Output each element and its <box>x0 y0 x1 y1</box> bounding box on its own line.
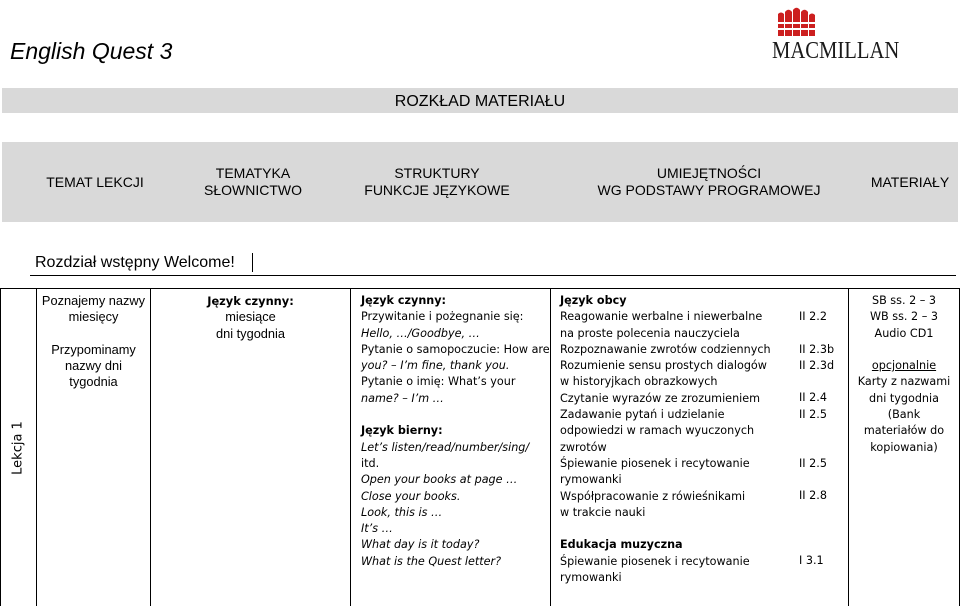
lesson-vocabulary-cell <box>151 293 350 342</box>
schedule-title: ROZKŁAD MATERIAŁU <box>394 93 566 110</box>
curriculum-code: II 2.3d <box>799 358 835 372</box>
column-header-row <box>2 142 958 222</box>
spacer <box>560 521 785 537</box>
vocabulary-item: miesiące <box>225 309 276 325</box>
header-topic-label: TEMAT LEKCJI <box>46 173 144 190</box>
skill-line: zwrotów <box>560 440 607 454</box>
curriculum-codes-cell <box>799 309 847 570</box>
curriculum-code <box>799 439 847 455</box>
optional-label: opcjonalnie <box>871 359 937 373</box>
structure-line: itd. <box>361 456 380 470</box>
curriculum-code: II 2.3b <box>799 342 835 356</box>
table-border <box>550 288 551 606</box>
skill-line: Zadawanie pytań i udzielanie <box>560 408 725 422</box>
vocabulary-heading: Język czynny: <box>207 294 294 308</box>
topic-line: Przypominamy <box>51 341 136 357</box>
skill-line: rymowanki <box>560 571 622 585</box>
skill-line: Współpracowanie z rówieśnikami <box>560 489 746 503</box>
document-title: English Quest 3 <box>10 38 173 64</box>
structure-line: Open your books at page … <box>361 473 518 487</box>
spacer <box>37 326 150 342</box>
material-line: WB ss. 2 – 3 <box>869 310 938 324</box>
structure-line: What day is it today? <box>361 538 480 552</box>
schedule-title-bar <box>2 88 958 113</box>
chapter-underline <box>30 275 956 276</box>
structure-line: Przywitanie i pożegnanie się: <box>361 310 524 324</box>
curriculum-code: II 2.4 <box>799 391 827 405</box>
topic-line: Poznajemy nazwy <box>41 293 146 308</box>
structures-passive-heading: Język bierny: <box>361 424 443 438</box>
header-skills-line-1: UMIEJĘTNOŚCI <box>656 165 762 181</box>
lesson-table <box>0 288 960 606</box>
structure-line: Look, this is … <box>361 505 443 519</box>
skill-line: w historyjkach obrazkowych <box>560 375 718 389</box>
header-structures <box>318 142 556 222</box>
structure-line: Hello, …/Goodbye, … <box>361 326 480 340</box>
structure-line: What is the Quest letter? <box>361 554 502 568</box>
curriculum-code: I 3.1 <box>799 554 824 568</box>
skill-line: Reagowanie werbalne i niewerbalne <box>560 310 763 324</box>
material-line: dni tygodnia <box>869 391 939 405</box>
skill-line: Rozpoznawanie zwrotów codziennych <box>560 342 771 356</box>
header-skills-line-2: WG PODSTAWY PROGRAMOWEJ <box>597 182 821 198</box>
skill-line: Śpiewanie piosenek i recytowanie <box>560 554 750 568</box>
header-vocabulary-line-2: SŁOWNICTWO <box>204 182 302 198</box>
material-line: SB ss. 2 – 3 <box>871 294 937 307</box>
table-border <box>0 288 1 606</box>
material-line: (Bank <box>887 408 921 422</box>
curriculum-code <box>799 423 847 439</box>
skill-line: odpowiedzi w ramach wyuczonych <box>560 424 755 438</box>
header-vocabulary-line-1: TEMATYKA <box>215 165 291 181</box>
skill-line: na proste polecenia nauczyciela <box>560 326 740 340</box>
lesson-materials-cell <box>849 293 959 456</box>
curriculum-code <box>799 505 847 521</box>
skill-line: Rozumienie sensu prostych dialogów <box>560 359 767 373</box>
curriculum-code: II 2.5 <box>799 456 827 470</box>
lesson-topic-cell <box>37 293 150 391</box>
header-vocabulary <box>188 142 318 222</box>
lesson-label <box>4 421 32 475</box>
curriculum-code <box>799 325 847 341</box>
lesson-structures-cell <box>361 293 550 570</box>
structure-line: Let’s listen/read/number/sing/ <box>361 440 530 454</box>
header-structures-line-2: FUNKCJE JĘZYKOWE <box>364 182 510 198</box>
topic-line: nazwy dni <box>65 358 122 374</box>
table-border <box>350 288 351 606</box>
header-materials-label: MATERIAŁY <box>870 173 950 190</box>
structure-line: you? – I’m fine, thank you. <box>361 359 510 373</box>
structure-line: Pytanie o samopoczucie: How are <box>361 342 550 356</box>
lesson-skills-cell <box>560 293 785 586</box>
skill-line: Śpiewanie piosenek i recytowanie <box>560 456 750 470</box>
structures-active-heading: Język czynny: <box>361 294 447 307</box>
structure-line: Close your books. <box>361 489 461 503</box>
material-line: Karty z nazwami <box>857 375 951 389</box>
macmillan-logo <box>768 2 918 64</box>
header-topic <box>2 142 188 222</box>
curriculum-code <box>799 521 847 537</box>
header-structures-line-1: STRUKTURY <box>394 165 480 181</box>
lesson-label-text: Lekcja 1 <box>10 421 26 475</box>
macmillan-emblem-icon <box>768 2 918 42</box>
vocabulary-item: dni tygodnia <box>215 325 285 341</box>
curriculum-code: II 2.2 <box>799 310 827 323</box>
curriculum-code <box>799 472 847 488</box>
material-line: kopiowania) <box>870 440 938 454</box>
table-top-border <box>0 288 960 289</box>
curriculum-code <box>799 537 847 553</box>
skill-line: w trakcie nauki <box>560 505 646 519</box>
material-line: Audio CD1 <box>874 326 934 340</box>
structure-line: It’s … <box>361 522 393 536</box>
spacer <box>849 342 959 358</box>
structure-line: Pytanie o imię: What’s your <box>361 375 516 389</box>
text-cursor <box>252 253 253 272</box>
skill-line: Czytanie wyrazów ze zrozumieniem <box>560 391 761 405</box>
material-line: materiałów do <box>863 424 945 438</box>
music-heading: Edukacja muzyczna <box>560 538 683 552</box>
publisher-wordmark: MACMILLAN <box>772 38 900 64</box>
structure-line: name? – I’m … <box>361 391 444 405</box>
header-skills <box>556 142 862 222</box>
topic-line: miesięcy <box>68 309 119 325</box>
chapter-heading: Rozdział wstępny Welcome! <box>35 254 235 271</box>
header-materials <box>862 142 958 222</box>
topic-line: tygodnia <box>69 374 118 390</box>
curriculum-code: II 2.8 <box>799 489 827 503</box>
skills-heading: Język obcy <box>560 294 627 307</box>
skill-line: rymowanki <box>560 473 622 487</box>
curriculum-code: II 2.5 <box>799 407 827 421</box>
spacer <box>361 407 546 423</box>
curriculum-code <box>799 374 847 390</box>
